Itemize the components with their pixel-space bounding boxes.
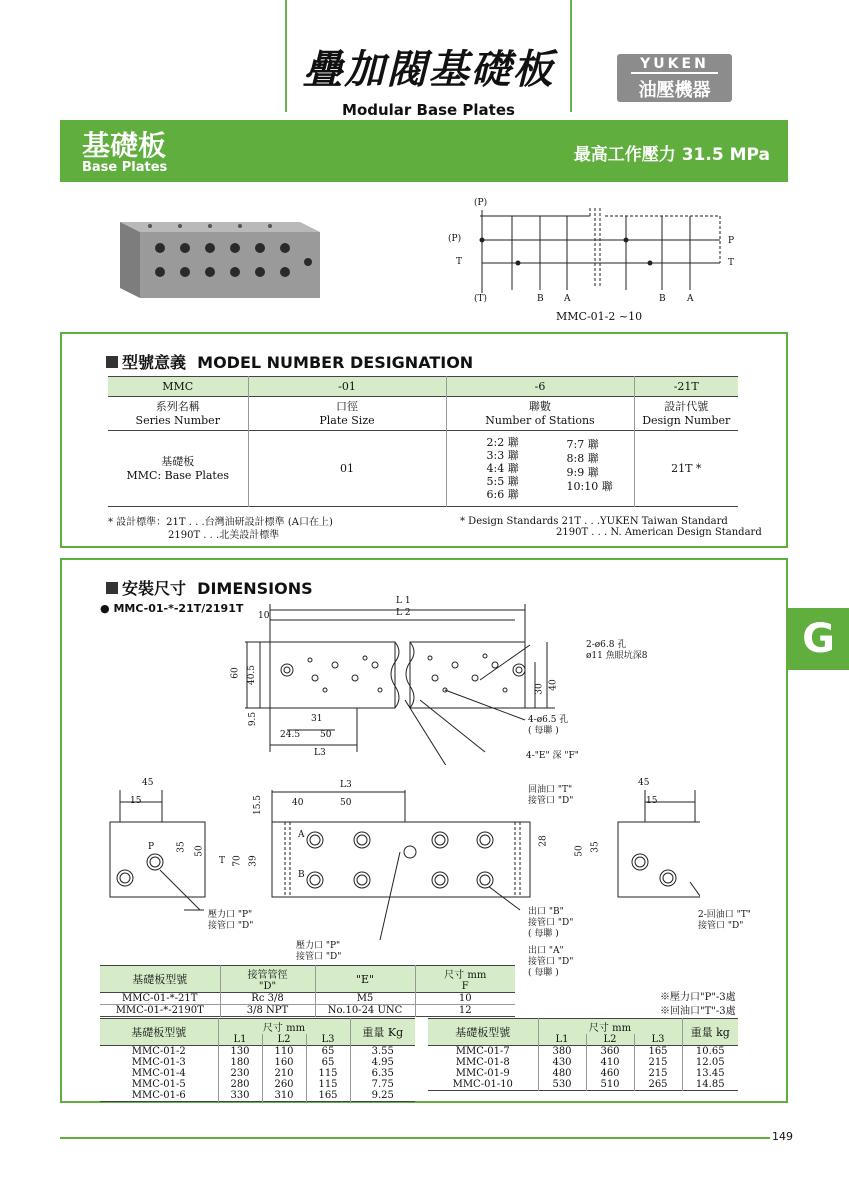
name-series-en: Series Number <box>135 413 220 427</box>
size-cell: 115 <box>306 1068 350 1079</box>
return-port-note-a: 回油口 "T" <box>528 785 573 795</box>
name-stations-en: Number of Stations <box>485 413 595 427</box>
size-cell: 6.35 <box>371 1068 394 1079</box>
size-cell: MMC-01-7 <box>428 1046 538 1058</box>
banner-title-en: Base Plates <box>82 160 168 175</box>
dim-f45b: 45 <box>638 778 650 788</box>
size-cell: MMC-01-4 <box>100 1068 218 1079</box>
dim-l2: L 2 <box>396 608 411 618</box>
page-number: 149 <box>772 1130 793 1143</box>
dims-subtitle: ● MMC-01-*-21T/2191T <box>100 602 244 615</box>
return-port-2-note-b: 接管口 "D" <box>698 921 744 931</box>
base-plate-photo <box>110 210 330 305</box>
size-th-weight: 重量 Kg <box>362 1026 404 1039</box>
circuit-label-a2: A <box>687 294 694 304</box>
page-title-cn: 疊加閥基礎板 <box>302 47 555 93</box>
port-cell: 12 <box>458 1005 472 1016</box>
size-cell: 360 <box>586 1046 634 1058</box>
circuit-symbol <box>440 198 750 323</box>
return-port-note-b: 接管口 "D" <box>528 796 574 806</box>
name-design-cn: 設計代號 <box>664 399 709 413</box>
size-cell: 410 <box>586 1057 634 1068</box>
dim-f15a: 15 <box>130 796 142 806</box>
code-stations: -6 <box>446 377 634 397</box>
dims-subtitle-text: MMC-01-*-21T/2191T <box>113 602 244 615</box>
outlet-b-note-b: 接管口 "D" <box>528 918 574 928</box>
name-design <box>634 397 738 431</box>
size-cell: MMC-01-3 <box>100 1057 218 1068</box>
model-heading-en: MODEL NUMBER DESIGNATION <box>197 353 474 372</box>
size-cell: 10.65 <box>695 1046 725 1057</box>
footer-line <box>60 1137 770 1139</box>
size-table-left <box>100 1018 415 1102</box>
size-cell: 14.85 <box>695 1079 725 1090</box>
dim-60: 60 <box>230 667 241 679</box>
station-item: 7:7 聯 <box>566 438 599 451</box>
max-pressure: 最高工作壓力 31.5 MPa <box>573 145 770 165</box>
chapter-tab: G <box>788 608 849 670</box>
size-th-size: 尺寸 mm <box>218 1019 350 1035</box>
circuit-label-p-left: (P) <box>448 234 462 244</box>
dim-l3: L3 <box>314 748 326 758</box>
stations-left-list <box>487 436 567 501</box>
series-value <box>108 431 248 507</box>
port-cell: Rc 3/8 <box>220 993 315 1005</box>
size-cell: 260 <box>262 1079 306 1090</box>
size-cell: 310 <box>262 1090 306 1102</box>
code-series: MMC <box>108 377 248 397</box>
port-note-1: ※壓力口"P"-3處 <box>660 992 736 1003</box>
port-th-size-sub: F <box>461 981 469 992</box>
port-letter-p: P <box>148 842 155 852</box>
design-note-en-1: * Design Standards 21T . . .YUKEN Taiwan Standard <box>460 516 728 527</box>
size-table-right <box>428 1018 738 1091</box>
name-stations-cn: 聯數 <box>529 399 551 413</box>
size-cell: 510 <box>586 1079 634 1091</box>
size-cell: 9.25 <box>371 1090 394 1101</box>
dim-50: 50 <box>320 730 332 740</box>
dim-l1: L 1 <box>396 596 411 606</box>
section-banner <box>60 120 788 182</box>
design-value: 21T * <box>671 462 702 475</box>
design-note-cn-2: 2190T . . .北美設計標準 <box>168 530 280 541</box>
stations-right-list <box>567 436 613 494</box>
model-heading <box>106 350 473 373</box>
station-item: 8:8 聯 <box>566 452 599 465</box>
dim-24-5: 24.5 <box>280 730 301 740</box>
size-cell: MMC-01-9 <box>428 1068 538 1079</box>
size-cell: 165 <box>634 1046 682 1058</box>
dim-f50b: 50 <box>340 798 352 808</box>
name-series <box>108 397 248 431</box>
size-cell: MMC-01-2 <box>100 1046 218 1058</box>
return-port-2-note-a: 2-回油口 "T" <box>698 910 751 920</box>
size-value: 01 <box>248 431 446 507</box>
size-cell: 215 <box>634 1057 682 1068</box>
design-note-en <box>460 516 762 538</box>
size-cell: 13.45 <box>695 1068 725 1079</box>
heading-square-icon <box>106 582 118 594</box>
size-cell: MMC-01-5 <box>100 1079 218 1090</box>
size-cell: 430 <box>538 1057 586 1068</box>
station-item: 2:2 聯 <box>486 436 519 449</box>
logo-top-text: YUKEN <box>631 54 718 74</box>
size-cell: 530 <box>538 1079 586 1091</box>
port-cell: M5 <box>315 993 415 1005</box>
code-design: -21T <box>673 380 699 393</box>
port-cell: MMC-01-*-21T <box>100 993 220 1005</box>
size-cell: 65 <box>306 1057 350 1068</box>
size-cell: 180 <box>218 1057 262 1068</box>
series-value-cn: 基礎板 <box>161 454 195 468</box>
logo-bottom-text: 油壓機器 <box>638 80 711 101</box>
page-title-en: Modular Base Plates <box>342 101 515 119</box>
circuit-label-t-right: T <box>728 258 735 268</box>
size-cell: 480 <box>538 1068 586 1079</box>
model-heading-cn: 型號意義 <box>122 353 187 372</box>
size-cell: 330 <box>218 1090 262 1102</box>
size-cell: 65 <box>306 1046 350 1058</box>
dim-30: 30 <box>534 683 545 695</box>
dim-f15-5: 15.5 <box>253 794 264 816</box>
size-cell: MMC-01-10 <box>428 1079 538 1091</box>
yuken-logo <box>617 54 732 102</box>
circuit-label-b1: B <box>537 294 544 304</box>
size-th-l3: L3 <box>306 1034 350 1046</box>
name-size-cn: 口徑 <box>336 399 358 413</box>
station-item: 9:9 聯 <box>566 466 599 479</box>
size-cell: 380 <box>538 1046 586 1058</box>
pressure-port-note-2b: 接管口 "D" <box>296 952 342 962</box>
name-design-en: Design Number <box>642 413 731 427</box>
size-th-l1: L1 <box>218 1034 262 1046</box>
banner-title-cn: 基礎板 <box>82 129 167 162</box>
dim-f35a: 35 <box>176 841 187 853</box>
design-note-cn <box>108 516 333 542</box>
size-cell: 460 <box>586 1068 634 1079</box>
port-th-model: 基礎板型號 <box>100 966 220 993</box>
port-note-2: ※回油口"T"-3處 <box>660 1006 736 1017</box>
hole-note-1b: ø11 魚眼坑深8 <box>586 651 648 661</box>
model-section <box>60 332 788 548</box>
dim-f39: 39 <box>248 855 259 867</box>
size-cell: 130 <box>218 1046 262 1058</box>
dim-f35b: 35 <box>590 841 601 853</box>
name-size <box>248 397 446 431</box>
front-side-views <box>100 780 700 940</box>
hole-note-1a: 2-ø6.8 孔 <box>586 640 627 650</box>
size-cell: 165 <box>306 1090 350 1102</box>
model-table <box>108 376 738 507</box>
circuit-label-a1: A <box>564 294 571 304</box>
size-cell: 7.75 <box>371 1079 394 1090</box>
title-box <box>285 0 572 119</box>
circuit-label-t-bottom: (T) <box>474 294 488 304</box>
circuit-label-p-right: P <box>728 236 735 246</box>
size-th-l1-right: L1 <box>538 1034 586 1046</box>
dim-9-5: 9.5 <box>248 711 259 727</box>
outlet-a-note-b: 接管口 "D" <box>528 957 574 967</box>
port-th-size: 尺寸 mm <box>444 970 487 981</box>
dim-31: 31 <box>311 714 323 724</box>
name-size-en: Plate Size <box>319 413 375 427</box>
port-th-pipe-sub: "D" <box>220 981 315 993</box>
port-cell: 10 <box>458 993 472 1004</box>
size-th-model-right: 基礎板型號 <box>428 1019 538 1046</box>
dim-f50c: 50 <box>574 845 585 857</box>
size-cell: 4.95 <box>371 1057 394 1068</box>
size-th-l3-right: L3 <box>634 1034 682 1046</box>
size-cell: 280 <box>218 1079 262 1090</box>
size-th-l2: L2 <box>262 1034 306 1046</box>
outlet-b-note-a: 出口 "B" <box>528 907 564 917</box>
port-table <box>100 965 515 1017</box>
dims-heading-en: DIMENSIONS <box>197 579 313 598</box>
port-cell: No.10-24 UNC <box>315 1005 415 1017</box>
circuit-label-t-left: T <box>456 257 463 267</box>
port-letter-a: A <box>298 830 305 840</box>
circuit-label-p-top: (P) <box>474 198 488 208</box>
port-th-pipe: 接管管徑 <box>220 966 315 982</box>
station-item: 3:3 聯 <box>486 449 519 462</box>
size-th-weight-right: 重量 kg <box>690 1026 730 1039</box>
pressure-port-note-1b: 接管口 "D" <box>208 921 254 931</box>
size-cell: MMC-01-6 <box>100 1090 218 1102</box>
port-letter-b: B <box>298 870 305 880</box>
pressure-port-note-1a: 壓力口 "P" <box>208 910 253 920</box>
circuit-label-b2: B <box>659 294 666 304</box>
hole-note-2b: ( 每聯 ) <box>528 726 559 736</box>
size-cell: MMC-01-8 <box>428 1057 538 1068</box>
size-cell: 215 <box>634 1068 682 1079</box>
stations-values <box>446 431 634 507</box>
name-stations <box>446 397 634 431</box>
station-item: 10:10 聯 <box>566 480 613 493</box>
dim-f28: 28 <box>538 835 549 847</box>
thread-note: 4-"E" 深 "F" <box>526 751 579 761</box>
series-value-en: MMC: Base Plates <box>126 468 229 482</box>
size-cell: 115 <box>306 1079 350 1090</box>
station-item: 6:6 聯 <box>486 488 519 501</box>
design-note-en-2: 2190T . . . N. American Design Standard <box>556 527 762 538</box>
dim-f50a: 50 <box>194 845 205 857</box>
dim-f15b: 15 <box>646 796 658 806</box>
station-item: 5:5 聯 <box>486 475 519 488</box>
size-th-l2-right: L2 <box>586 1034 634 1046</box>
code-size: -01 <box>248 377 446 397</box>
size-cell: 160 <box>262 1057 306 1068</box>
hole-note-2a: 4-ø6.5 孔 <box>528 715 569 725</box>
port-cell: 3/8 NPT <box>220 1005 315 1017</box>
dim-40-5: 40.5 <box>247 664 258 686</box>
circuit-caption: MMC-01-2 ~10 <box>556 310 643 323</box>
outlet-b-note-c: ( 每聯 ) <box>528 929 559 939</box>
outlet-a-note-c: ( 每聯 ) <box>528 968 559 978</box>
dim-10: 10 <box>258 611 270 621</box>
size-cell: 12.05 <box>695 1057 725 1068</box>
dims-heading-cn: 安裝尺寸 <box>122 579 187 598</box>
dim-40: 40 <box>548 679 559 691</box>
size-cell: 265 <box>634 1079 682 1091</box>
port-letter-t: T <box>219 856 226 866</box>
port-cell: MMC-01-*-2190T <box>100 1005 220 1017</box>
pressure-port-note-2a: 壓力口 "P" <box>296 941 341 951</box>
station-item: 4:4 聯 <box>486 462 519 475</box>
size-cell: 110 <box>262 1046 306 1058</box>
size-th-model: 基礎板型號 <box>100 1019 218 1046</box>
name-series-cn: 系列名稱 <box>155 399 200 413</box>
size-cell: 3.55 <box>371 1046 394 1057</box>
size-cell: 210 <box>262 1068 306 1079</box>
heading-square-icon <box>106 356 118 368</box>
dim-l3b: L3 <box>340 780 352 790</box>
size-th-size-right: 尺寸 mm <box>538 1019 682 1035</box>
dim-f45a: 45 <box>142 778 154 788</box>
port-th-e: "E" <box>315 966 415 993</box>
dim-f70: 70 <box>232 855 243 867</box>
outlet-a-note-a: 出口 "A" <box>528 946 564 956</box>
design-note-cn-1: * 設計標準：21T . . .台灣油研設計標準 (A口在上) <box>108 517 333 528</box>
size-cell: 230 <box>218 1068 262 1079</box>
dim-f40: 40 <box>292 798 304 808</box>
